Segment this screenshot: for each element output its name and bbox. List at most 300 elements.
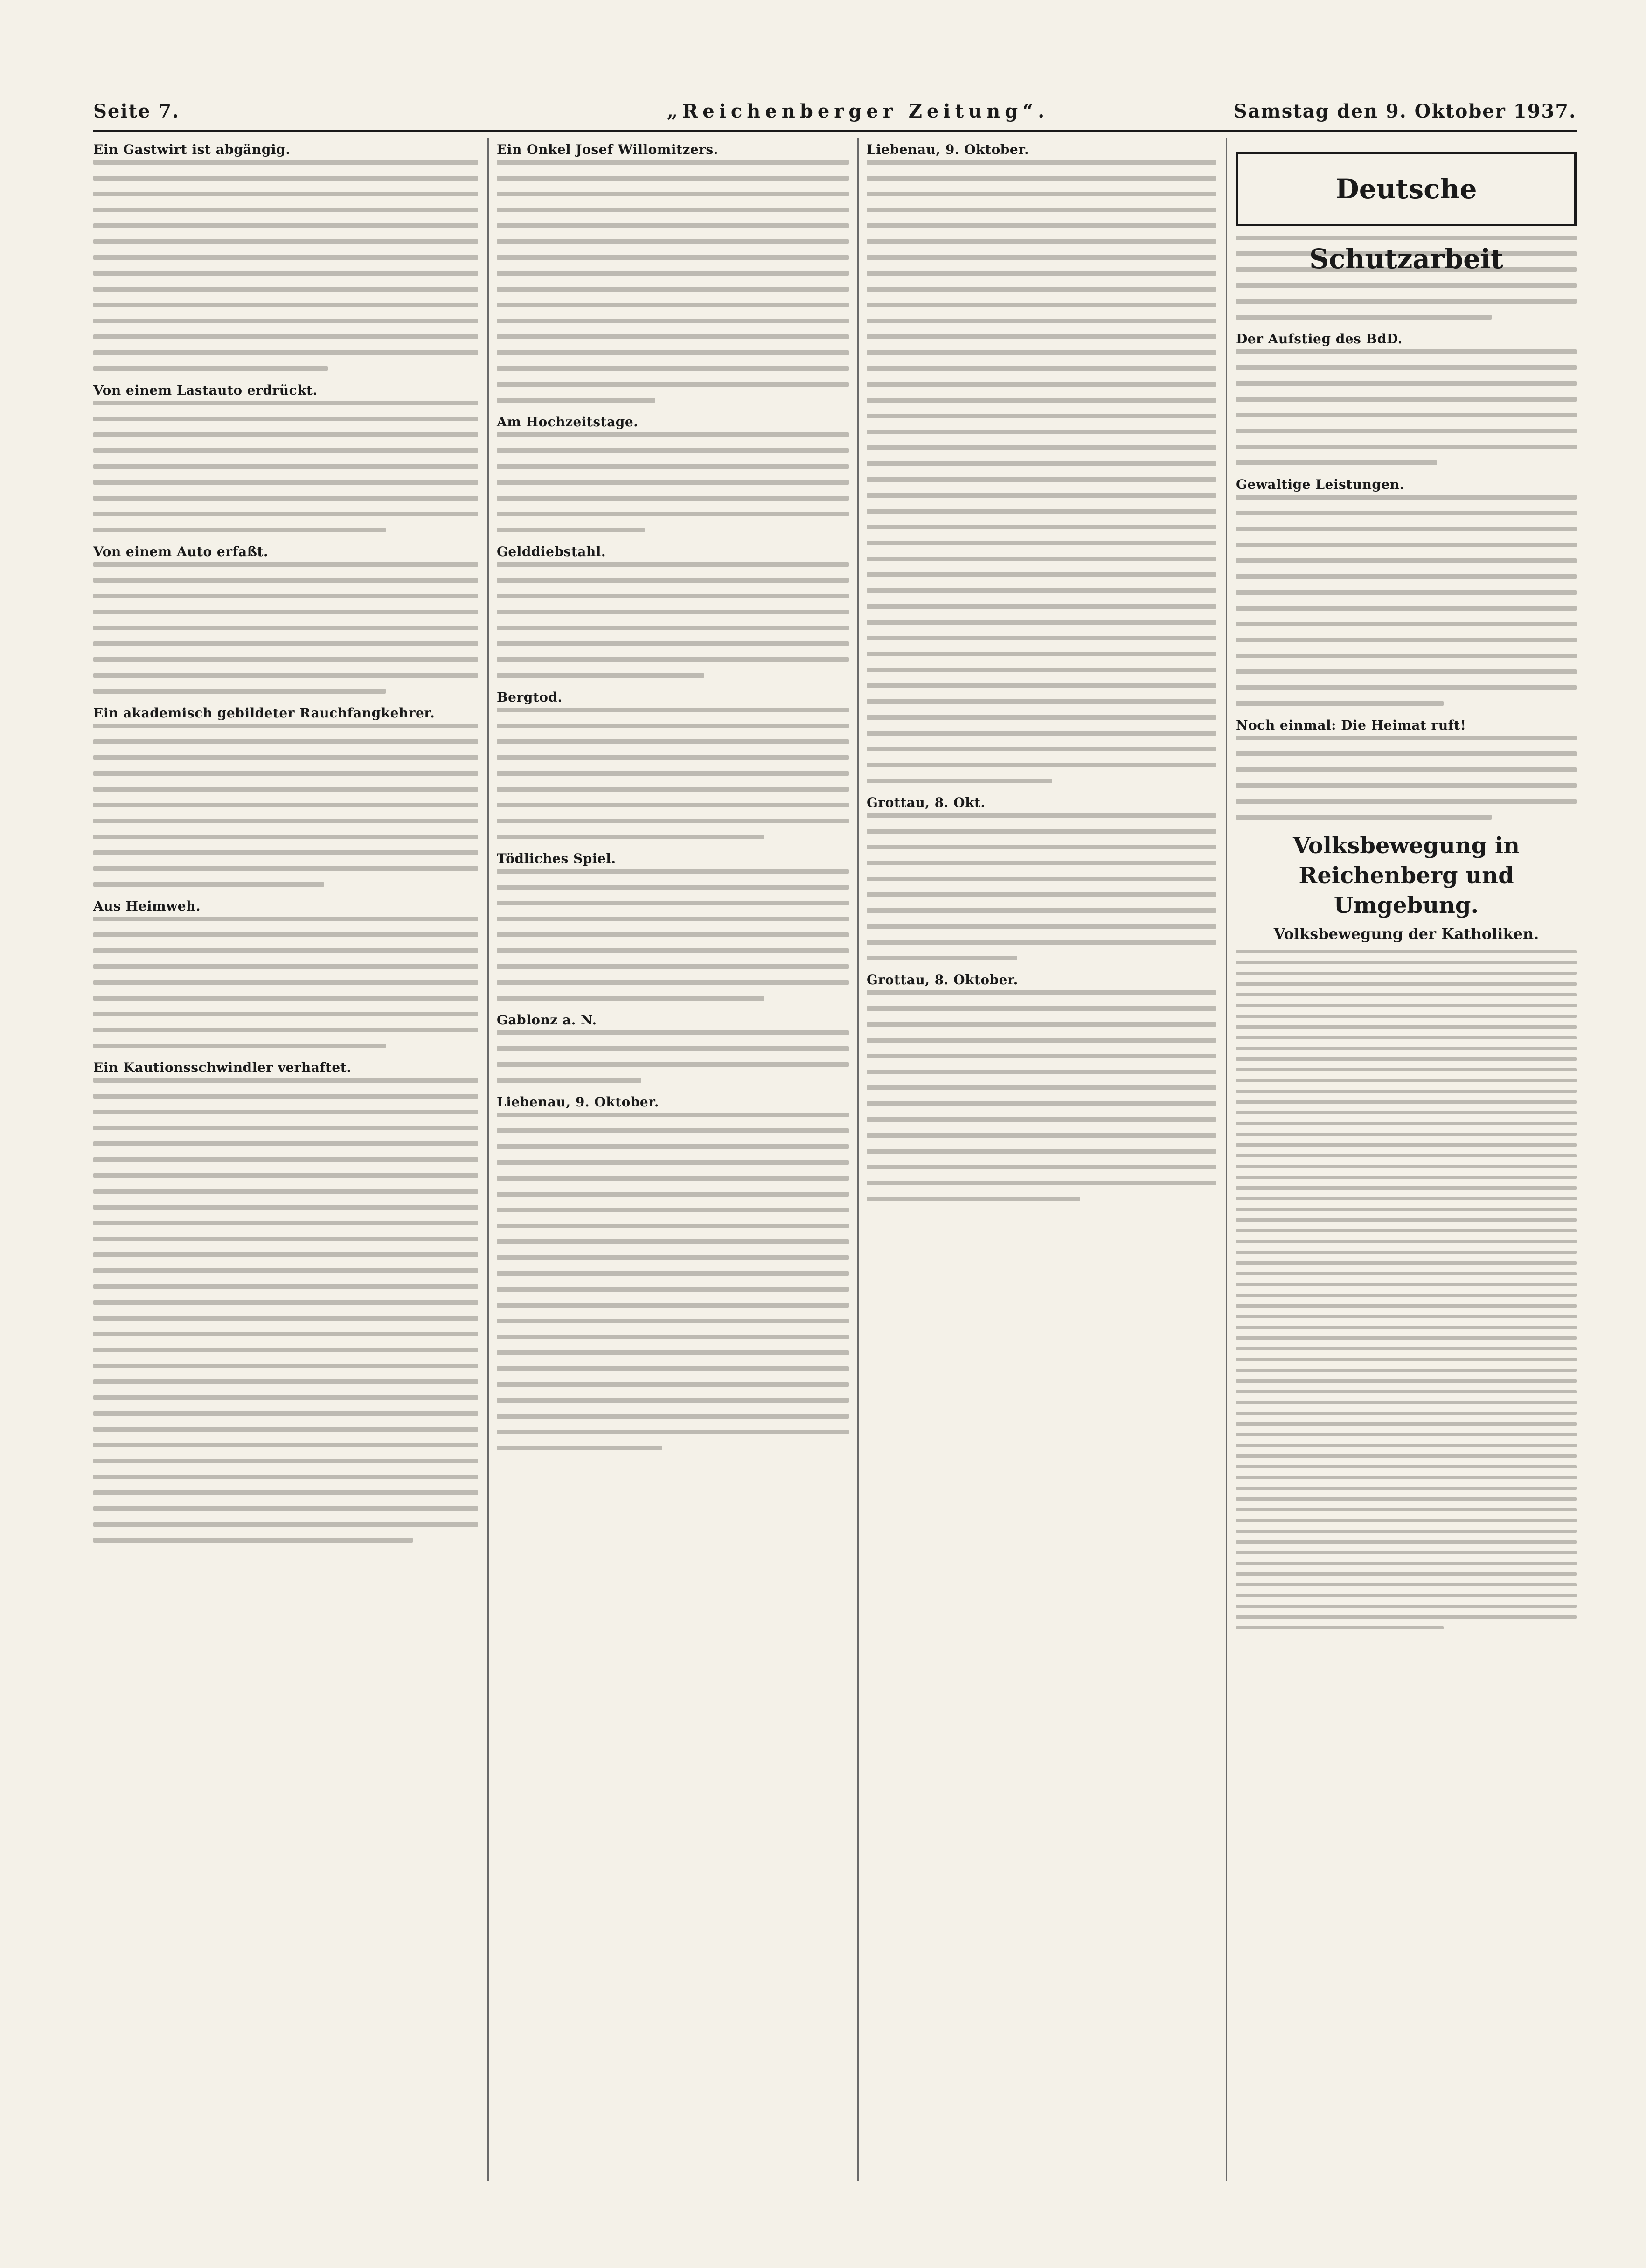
text-line — [497, 803, 849, 807]
text-line — [497, 255, 849, 260]
text-line — [93, 1506, 478, 1511]
text-line — [1236, 1465, 1577, 1468]
text-line — [867, 208, 1216, 212]
text-line — [867, 1133, 1216, 1138]
text-line — [867, 445, 1216, 450]
text-line — [1236, 1336, 1577, 1340]
text-line — [497, 819, 849, 823]
text-line — [867, 287, 1216, 292]
text-line — [1236, 1572, 1577, 1576]
text-line — [497, 835, 764, 839]
text-line — [1236, 1261, 1577, 1265]
text-line — [497, 739, 849, 744]
text-line — [867, 382, 1216, 387]
text-line — [867, 572, 1216, 577]
article-heading: Der Aufstieg des BdD. — [1236, 331, 1403, 347]
text-line — [1236, 1454, 1577, 1458]
column-divider — [487, 138, 489, 2181]
text-line — [1236, 950, 1577, 953]
text-line — [497, 366, 849, 371]
text-line — [93, 528, 386, 532]
text-line — [867, 652, 1216, 656]
text-line — [1236, 413, 1577, 417]
text-line — [867, 414, 1216, 418]
text-line — [867, 683, 1216, 688]
text-line — [497, 1446, 662, 1450]
text-line — [867, 525, 1216, 529]
text-line — [497, 1398, 849, 1403]
text-line — [1236, 1551, 1577, 1554]
text-line — [93, 1490, 478, 1495]
text-line — [867, 747, 1216, 751]
column-divider — [1226, 138, 1227, 2181]
text-line — [497, 1062, 849, 1067]
article-heading: Liebenau, 9. Oktober. — [867, 142, 1029, 157]
text-line — [497, 869, 849, 874]
text-line — [497, 771, 849, 776]
text-line — [1236, 1090, 1577, 1093]
column-1 — [93, 138, 478, 2181]
text-line — [93, 1427, 478, 1432]
text-line — [867, 223, 1216, 228]
text-line — [93, 1268, 478, 1273]
text-line — [1236, 460, 1437, 465]
text-line — [1236, 1154, 1577, 1157]
section-title: Volksbewegung in Reichenberg und Umgebung. — [1292, 833, 1520, 918]
text-line — [1236, 1583, 1577, 1586]
text-line — [497, 1382, 849, 1387]
text-line — [1236, 751, 1577, 756]
article-heading: Von einem Auto erfaßt. — [93, 544, 269, 559]
text-line — [1236, 1133, 1577, 1136]
text-line — [93, 1252, 478, 1257]
text-line — [867, 940, 1216, 945]
text-line — [497, 528, 645, 532]
text-line — [93, 1173, 478, 1178]
text-line — [1236, 1304, 1577, 1308]
text-line — [93, 1141, 478, 1146]
text-line — [497, 578, 849, 583]
text-line — [1236, 1283, 1577, 1286]
text-line — [93, 673, 478, 678]
text-line — [497, 626, 849, 630]
text-line — [497, 334, 849, 339]
text-line — [867, 715, 1216, 720]
text-line — [497, 610, 849, 614]
text-line — [1236, 543, 1577, 547]
text-line — [867, 541, 1216, 545]
text-line — [1236, 961, 1577, 964]
text-line — [867, 877, 1216, 881]
text-line — [867, 620, 1216, 625]
text-line — [93, 996, 478, 1001]
text-line — [93, 255, 478, 260]
text-line — [867, 604, 1216, 609]
text-line — [497, 1046, 849, 1051]
text-line — [867, 303, 1216, 307]
text-line — [1236, 495, 1577, 500]
text-line — [867, 763, 1216, 767]
text-line — [867, 477, 1216, 482]
text-line — [867, 271, 1216, 276]
text-line — [1236, 1347, 1577, 1350]
text-line — [93, 835, 478, 839]
text-line — [1236, 1315, 1577, 1318]
article-heading: Grottau, 8. Oktober. — [867, 972, 1018, 988]
text-line — [867, 861, 1216, 865]
text-line — [93, 1332, 478, 1336]
text-line — [1236, 1047, 1577, 1050]
text-line — [1236, 558, 1577, 563]
text-line — [1236, 1251, 1577, 1254]
text-line — [93, 1459, 478, 1463]
text-line — [93, 771, 478, 776]
text-line — [497, 1160, 849, 1165]
text-line — [93, 223, 478, 228]
text-line — [497, 964, 849, 969]
text-line — [867, 1101, 1216, 1106]
text-line — [1236, 685, 1577, 690]
text-line — [867, 509, 1216, 514]
text-line — [1236, 349, 1577, 354]
newspaper-title: „Reichenberger Zeitung“. — [667, 100, 1049, 122]
text-line — [1236, 1079, 1577, 1082]
text-line — [497, 271, 849, 276]
text-line — [1236, 1176, 1577, 1179]
text-line — [93, 448, 478, 453]
text-line — [1236, 622, 1577, 626]
text-line — [867, 1085, 1216, 1090]
text-line — [867, 493, 1216, 498]
text-line — [1236, 972, 1577, 975]
text-line — [93, 578, 478, 583]
text-line — [867, 990, 1216, 995]
column-3 — [867, 138, 1216, 2181]
text-line — [93, 882, 324, 887]
text-line — [867, 636, 1216, 640]
text-line — [1236, 1401, 1577, 1404]
text-line — [93, 1205, 478, 1210]
text-line — [497, 1319, 849, 1323]
article-heading: Gelddiebstahl. — [497, 544, 606, 559]
article-heading: Grottau, 8. Okt. — [867, 795, 986, 810]
text-line — [497, 1113, 849, 1117]
text-line — [1236, 527, 1577, 531]
text-line — [497, 562, 849, 567]
text-line — [1236, 767, 1577, 772]
text-line — [1236, 1605, 1577, 1608]
text-line — [93, 1316, 478, 1321]
text-line — [1236, 1487, 1577, 1490]
text-line — [1236, 315, 1492, 320]
text-line — [1236, 1143, 1577, 1147]
text-line — [93, 1538, 413, 1543]
text-line — [867, 892, 1216, 897]
text-line — [1236, 1422, 1577, 1426]
text-line — [1236, 1218, 1577, 1222]
text-line — [1236, 783, 1577, 788]
text-line — [867, 350, 1216, 355]
text-line — [867, 255, 1216, 260]
text-line — [497, 1224, 849, 1228]
text-line — [497, 208, 849, 212]
page-number: Seite 7. — [93, 100, 180, 122]
text-line — [497, 724, 849, 728]
text-line — [867, 908, 1216, 913]
text-line — [93, 1094, 478, 1099]
text-line — [497, 382, 849, 387]
text-line — [93, 1189, 478, 1194]
text-line — [1236, 1530, 1577, 1533]
text-line — [1236, 1208, 1577, 1211]
text-line — [867, 731, 1216, 736]
text-line — [93, 464, 478, 469]
text-line — [867, 829, 1216, 834]
article-heading: Am Hochzeitstage. — [497, 414, 639, 430]
text-line — [1236, 1540, 1577, 1544]
text-line — [93, 980, 478, 985]
text-line — [93, 350, 478, 355]
text-line — [1236, 1626, 1444, 1629]
text-line — [497, 176, 849, 181]
text-line — [867, 1197, 1080, 1201]
text-line — [867, 779, 1052, 783]
text-line — [93, 932, 478, 937]
text-line — [867, 557, 1216, 561]
text-line — [1236, 1272, 1577, 1275]
text-line — [867, 1038, 1216, 1043]
text-line — [867, 845, 1216, 849]
text-line — [497, 1144, 849, 1149]
text-line — [93, 610, 478, 614]
text-line — [1236, 365, 1577, 370]
text-line — [867, 192, 1216, 196]
column-divider — [857, 138, 859, 2181]
text-line — [1236, 1508, 1577, 1511]
text-line — [1236, 993, 1577, 996]
text-line — [1236, 1165, 1577, 1168]
text-line — [93, 303, 478, 307]
text-line — [867, 924, 1216, 929]
text-line — [1236, 815, 1492, 820]
text-line — [1236, 799, 1577, 804]
article-heading: Ein akademisch gebildeter Rauchfangkehrer. — [93, 705, 435, 721]
text-line — [1236, 299, 1577, 304]
text-line — [93, 512, 478, 516]
text-line — [867, 668, 1216, 672]
text-line — [867, 334, 1216, 339]
text-line — [1236, 669, 1577, 674]
text-line — [1236, 1036, 1577, 1039]
text-line — [93, 1284, 478, 1289]
text-line — [93, 739, 478, 744]
text-line — [497, 901, 849, 905]
text-line — [867, 430, 1216, 434]
text-line — [867, 176, 1216, 181]
text-line — [1236, 606, 1577, 611]
text-line — [93, 1443, 478, 1447]
article-heading: Ein Gastwirt ist abgängig. — [93, 142, 291, 157]
text-line — [867, 398, 1216, 403]
text-line — [497, 996, 764, 1001]
text-line — [1236, 1497, 1577, 1501]
article-heading: Noch einmal: Die Heimat ruft! — [1236, 717, 1466, 733]
text-line — [93, 657, 478, 662]
text-line — [497, 755, 849, 760]
text-line — [1236, 654, 1577, 658]
text-line — [497, 303, 849, 307]
text-line — [93, 1012, 478, 1016]
section-subtitle: Volksbewegung der Katholiken. — [1273, 925, 1539, 943]
text-line — [1236, 590, 1577, 595]
text-line — [1236, 1444, 1577, 1447]
text-line — [93, 1522, 478, 1527]
text-line — [1236, 1433, 1577, 1436]
text-line — [1236, 1294, 1577, 1297]
text-line — [497, 1414, 849, 1419]
text-line — [93, 689, 386, 694]
article-heading: Bergtod. — [497, 689, 563, 705]
text-line — [93, 160, 478, 165]
article-heading: Liebenau, 9. Oktober. — [497, 1094, 660, 1110]
text-line — [497, 1030, 849, 1035]
text-line — [497, 1430, 849, 1434]
text-line — [1236, 1057, 1577, 1061]
text-line — [497, 287, 849, 292]
text-line — [1236, 638, 1577, 642]
text-line — [93, 1411, 478, 1416]
text-line — [1236, 1562, 1577, 1565]
text-line — [93, 319, 478, 323]
text-line — [497, 1078, 641, 1083]
text-line — [1236, 1476, 1577, 1479]
text-line — [867, 1070, 1216, 1074]
text-line — [1236, 1229, 1577, 1232]
text-line — [1236, 1240, 1577, 1243]
text-line — [93, 1237, 478, 1241]
text-line — [867, 461, 1216, 466]
text-line — [1236, 1068, 1577, 1071]
text-line — [497, 1128, 849, 1133]
text-line — [93, 176, 478, 181]
text-line — [497, 239, 849, 244]
text-line — [93, 239, 478, 244]
text-line — [867, 813, 1216, 818]
column-2 — [497, 138, 849, 2181]
text-line — [497, 594, 849, 598]
text-line — [93, 496, 478, 501]
text-line — [497, 708, 849, 712]
text-line — [497, 787, 849, 792]
text-line — [497, 480, 849, 485]
text-line — [93, 562, 478, 567]
text-line — [93, 1044, 386, 1048]
text-line — [497, 1366, 849, 1371]
header-rule — [93, 130, 1577, 132]
text-line — [93, 1110, 478, 1114]
text-line — [497, 1176, 849, 1181]
text-line — [93, 594, 478, 598]
text-line — [497, 160, 849, 165]
text-line — [497, 464, 849, 469]
text-line — [93, 866, 478, 871]
text-line — [867, 319, 1216, 323]
text-line — [1236, 701, 1444, 706]
text-line — [1236, 429, 1577, 433]
article-heading: Ein Onkel Josef Willomitzers. — [497, 142, 718, 157]
text-line — [497, 1255, 849, 1260]
text-line — [497, 1239, 849, 1244]
text-line — [497, 932, 849, 937]
text-line — [93, 1395, 478, 1400]
text-line — [867, 366, 1216, 371]
text-line — [497, 885, 849, 890]
text-line — [93, 787, 478, 792]
text-line — [93, 271, 478, 276]
text-line — [93, 1157, 478, 1162]
text-line — [497, 641, 849, 646]
text-line — [93, 208, 478, 212]
text-line — [1236, 1615, 1577, 1619]
text-line — [497, 432, 849, 437]
text-line — [497, 980, 849, 985]
text-line — [93, 1221, 478, 1225]
text-line — [1236, 381, 1577, 386]
section-box-title: Deutsche Schutzarbeit — [1236, 152, 1577, 226]
text-line — [1236, 1390, 1577, 1393]
text-line — [93, 401, 478, 405]
text-line — [497, 1271, 849, 1276]
text-line — [1236, 397, 1577, 402]
text-line — [93, 819, 478, 823]
text-line — [497, 1192, 849, 1197]
text-line — [93, 948, 478, 953]
text-line — [93, 1028, 478, 1032]
text-line — [93, 641, 478, 646]
text-line — [1236, 982, 1577, 986]
text-line — [93, 803, 478, 807]
text-line — [497, 1208, 849, 1212]
text-line — [1236, 1122, 1577, 1125]
article-heading: Tödliches Spiel. — [497, 851, 616, 866]
text-line — [497, 192, 849, 196]
article-heading: Aus Heimweh. — [93, 898, 201, 914]
text-line — [867, 239, 1216, 244]
text-line — [867, 1149, 1216, 1154]
article-heading: Gewaltige Leistungen. — [1236, 477, 1404, 492]
text-line — [93, 1126, 478, 1130]
text-line — [93, 432, 478, 437]
text-line — [1236, 1015, 1577, 1018]
article-heading: Von einem Lastauto erdrückt. — [93, 383, 318, 398]
text-line — [497, 1335, 849, 1339]
text-line — [497, 350, 849, 355]
text-line — [1236, 1379, 1577, 1383]
text-line — [1236, 1519, 1577, 1522]
text-line — [497, 1303, 849, 1308]
column-4 — [1236, 138, 1577, 2181]
text-line — [93, 287, 478, 292]
text-line — [867, 588, 1216, 593]
text-line — [867, 1165, 1216, 1169]
text-line — [93, 626, 478, 630]
text-line — [93, 755, 478, 760]
text-line — [93, 917, 478, 921]
text-line — [93, 1348, 478, 1352]
text-line — [93, 192, 478, 196]
text-line — [93, 480, 478, 485]
text-line — [1236, 445, 1577, 449]
